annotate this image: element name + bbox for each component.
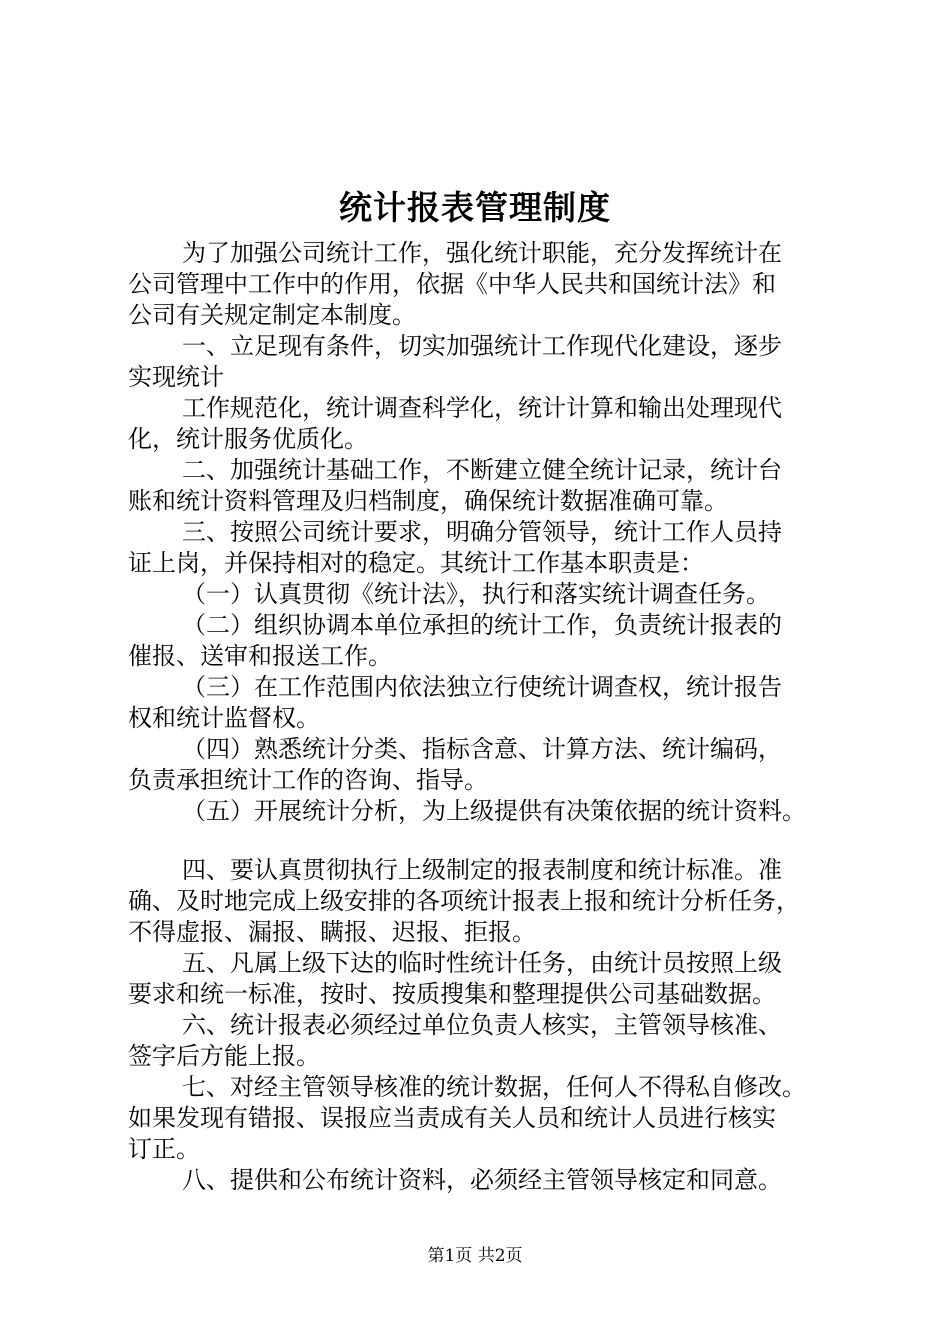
body-line: 不得虚报、漏报、瞒报、迟报、拒报。 <box>128 918 536 946</box>
body-line: 证上岗，并保持相对的稳定。其统计工作基本职责是： <box>128 549 704 577</box>
body-line: 签字后方能上报。 <box>128 1042 320 1070</box>
body-line: 公司有关规定制定本制度。 <box>128 301 416 329</box>
body-line: 实现统计 <box>128 363 224 391</box>
body-line: 催报、送审和报送工作。 <box>128 642 392 670</box>
body-line: （四）熟悉统计分类、指标含意、计算方法、统计编码， <box>182 735 782 763</box>
body-line: 化，统计服务优质化。 <box>128 425 368 453</box>
body-line: 账和统计资料管理及归档制度，确保统计数据准确可靠。 <box>128 487 728 515</box>
body-line: 七、对经主管领导核准的统计数据，任何人不得私自修改。 <box>182 1073 806 1101</box>
body-line: （三）在工作范围内依法独立行使统计调查权，统计报告 <box>182 673 782 701</box>
body-line: 要求和统一标准，按时、按质搜集和整理提供公司基础数据。 <box>128 980 776 1008</box>
body-line: 订正。 <box>128 1135 200 1163</box>
body-line: 三、按照公司统计要求，明确分管领导，统计工作人员持 <box>182 518 782 546</box>
body-line: 六、统计报表必须经过单位负责人核实，主管领导核准、 <box>182 1011 782 1039</box>
page-number: 第1页 共2页 <box>427 1246 523 1266</box>
body-line: 公司管理中工作中的作用，依据《中华人民共和国统计法》和 <box>128 270 776 298</box>
document-body <box>128 238 840 1196</box>
body-line: 负责承担统计工作的咨询、指导。 <box>128 766 488 794</box>
body-line: 四、要认真贯彻执行上级制定的报表制度和统计标准。准 <box>182 856 782 884</box>
body-line: 工作规范化，统计调查科学化，统计计算和输出处理现代 <box>182 394 782 422</box>
body-line: （一）认真贯彻《统计法》，执行和落实统计调查任务。 <box>182 580 770 608</box>
body-line: （二）组织协调本单位承担的统计工作，负责统计报表的 <box>182 611 782 639</box>
body-line: 二、加强统计基础工作，不断建立健全统计记录，统计台 <box>182 456 782 484</box>
body-line: 确、及时地完成上级安排的各项统计报表上报和统计分析任务， <box>128 887 800 915</box>
body-line: （五）开展统计分析，为上级提供有决策依据的统计资料。 <box>182 797 806 825</box>
body-line: 为了加强公司统计工作，强化统计职能，充分发挥统计在 <box>182 239 782 267</box>
body-line: 五、凡属上级下达的临时性统计任务，由统计员按照上级 <box>182 949 782 977</box>
paragraph-gap <box>128 827 840 855</box>
body-line: 如果发现有错报、误报应当责成有关人员和统计人员进行核实 <box>128 1104 776 1132</box>
body-line: 权和统计监督权。 <box>128 704 320 732</box>
document-title: 统计报表管理制度 <box>339 188 611 227</box>
body-line: 一、立足现有条件，切实加强统计工作现代化建设，逐步 <box>182 332 782 360</box>
body-line: 八、提供和公布统计资料，必须经主管领导核定和同意。 <box>182 1166 782 1194</box>
